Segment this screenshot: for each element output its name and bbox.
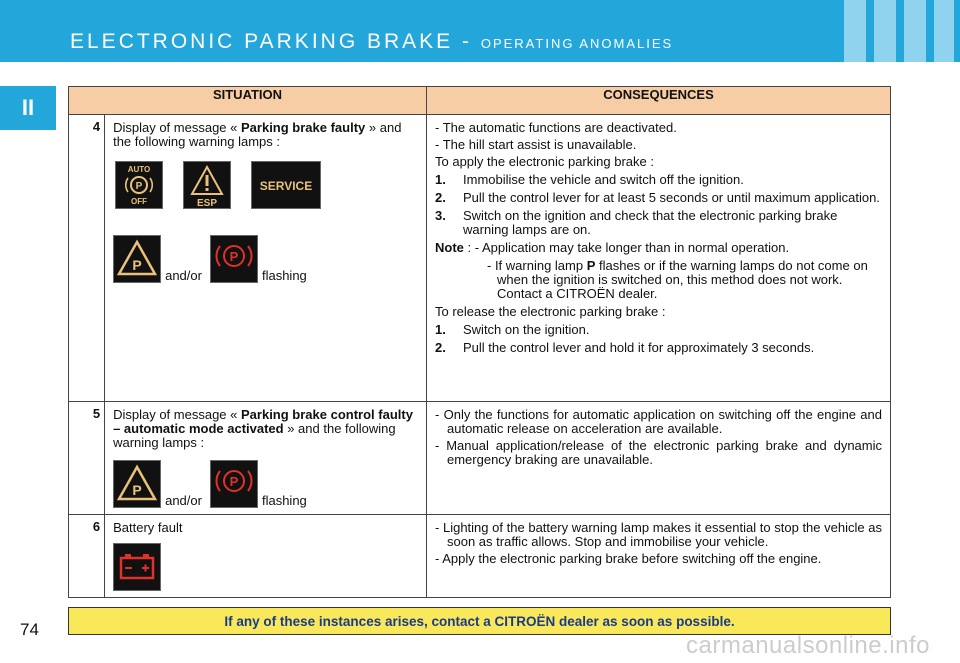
header-stripe xyxy=(874,0,896,62)
table-row xyxy=(69,402,891,515)
col-consequences: CONSEQUENCES xyxy=(427,87,891,115)
message-text: Parking brake control faulty – automatic mode activated xyxy=(113,407,413,436)
row-number: 4 xyxy=(69,115,105,402)
title-main: ELECTRONIC PARKING BRAKE - xyxy=(70,30,481,53)
parking-brake-red-icon xyxy=(210,235,258,283)
svg-text:P: P xyxy=(229,474,239,489)
svg-text:ESP: ESP xyxy=(197,198,218,208)
chapter-tab[interactable]: II xyxy=(0,86,56,130)
situation-cell xyxy=(105,115,427,402)
situation-text: Display of message « xyxy=(113,120,241,135)
instruction-heading: To release the electronic parking brake : xyxy=(435,304,666,319)
header-stripe xyxy=(904,0,926,62)
situation-cell xyxy=(105,402,427,515)
service-lamp-icon xyxy=(251,161,321,209)
col-situation: SITUATION xyxy=(69,87,427,115)
situation-text: Display of message « xyxy=(113,407,241,422)
dealer-notice: If any of these instances arises, contact a CITROËN dealer as soon as possible. xyxy=(68,607,891,635)
parking-brake-orange-icon xyxy=(113,460,161,508)
step-item: 2. Pull the control lever and hold it for approximately 3 seconds. xyxy=(435,340,815,355)
consequence-item: - Lighting of the battery warning lamp makes it essential to stop the vehicle as soon as traffic allows. Stop and immobilise your vehicle. xyxy=(435,520,882,549)
and-or-label: and/or xyxy=(165,268,202,283)
consequence-item: - Manual application/release of the electronic parking brake and dynamic emergency braking are unavailable. xyxy=(435,438,882,467)
step-item: 2. Pull the control lever for at least 5 seconds or until maximum application. xyxy=(435,190,880,205)
svg-text:OFF: OFF xyxy=(131,197,148,206)
situation-text: » and the following warning lamps : xyxy=(113,421,396,450)
note-line: Note : - Application may take longer than in normal operation. xyxy=(435,240,790,255)
table-header-row xyxy=(69,87,891,115)
situation-text: Battery fault xyxy=(113,520,183,535)
header-stripe xyxy=(934,0,954,62)
svg-text:P: P xyxy=(132,482,142,498)
table-row xyxy=(69,515,891,598)
svg-text:SERVICE: SERVICE xyxy=(259,179,313,193)
step-item: 1. Immobilise the vehicle and switch off the ignition. xyxy=(435,172,744,187)
header-bar xyxy=(0,0,960,62)
svg-text:AUTO: AUTO xyxy=(127,165,151,174)
consequence-item: - The hill start assist is unavailable. xyxy=(435,137,637,152)
step-item: 1. Switch on the ignition. xyxy=(435,322,590,337)
message-text: Parking brake faulty xyxy=(241,120,366,135)
table-row xyxy=(69,115,891,402)
row-number: 6 xyxy=(69,515,105,598)
anomalies-table xyxy=(68,86,891,598)
svg-text:P: P xyxy=(135,181,143,192)
and-or-label: and/or xyxy=(165,493,202,508)
consequence-item: - Only the functions for automatic application on switching off the engine and automatic release on acceleration are available. xyxy=(435,407,882,436)
consequences-cell xyxy=(427,515,891,598)
header-stripe xyxy=(844,0,866,62)
consequence-item: - The automatic functions are deactivated. xyxy=(435,120,677,135)
consequence-item: - Apply the electronic parking brake before switching off the engine. xyxy=(435,551,822,566)
consequences-cell xyxy=(427,402,891,515)
watermark: carmanualsonline.info xyxy=(686,632,930,659)
page-number: 74 xyxy=(20,620,39,639)
situation-cell xyxy=(105,515,427,598)
consequences-cell xyxy=(427,115,891,402)
svg-text:P: P xyxy=(229,249,239,264)
parking-brake-orange-icon xyxy=(113,235,161,283)
auto-park-lamp-icon xyxy=(115,161,163,209)
step-item: 3. Switch on the ignition and check that the electronic parking brake warning lamps are on. xyxy=(435,208,838,237)
instruction-heading: To apply the electronic parking brake : xyxy=(435,154,654,169)
svg-text:P: P xyxy=(132,257,142,273)
parking-brake-red-icon xyxy=(210,460,258,508)
title-sub: OPERATING ANOMALIES xyxy=(480,36,674,51)
note-line: - If warning lamp P flashes or if the warning lamps do not come on when the ignition is switched on, this method does not work. Contact a CITROËN dealer. xyxy=(487,258,868,301)
flashing-label: flashing xyxy=(261,268,307,283)
battery-warning-icon xyxy=(113,543,161,591)
row-number: 5 xyxy=(69,402,105,515)
page-title xyxy=(70,30,673,54)
flashing-label: flashing xyxy=(261,493,307,508)
esp-warning-icon xyxy=(183,161,231,209)
situation-text: » and the following warning lamps : xyxy=(113,120,402,149)
